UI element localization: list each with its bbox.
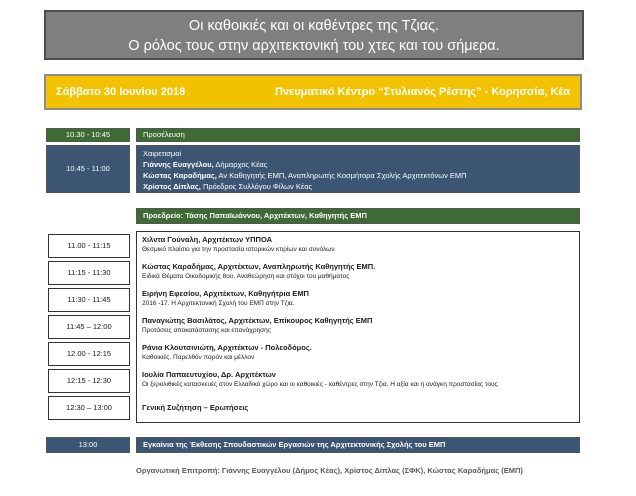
speaker-name: Ειρήνη Εφεσίου, Αρχιτέκτων, Καθηγήτρια ΕΜΠ — [142, 289, 309, 298]
event-venue: Πνευματικό Κέντρο “Στυλιανός Ρέστης” - Κορησσία, Κέα — [274, 86, 570, 98]
talk-topic: 2016 -17. Η Αρχιτεκτονική Σχολή του ΕΜΠ στην Τζια. — [142, 300, 295, 307]
welcome-time: 10.45 - 11:00 — [46, 145, 130, 193]
date-venue-bar — [44, 74, 582, 110]
speaker-name: Γιάννης Ευαγγέλου, — [143, 160, 214, 169]
welcome-speaker — [143, 170, 579, 181]
speaker-name: Χιλντα Γούναλη, Αρχιτέκτων ΥΠΠΟΑ — [142, 235, 272, 244]
speaker-name: Ιουλία Παπαευτυχίου, Δρ. Αρχιτέκτων — [142, 370, 276, 379]
session-time: 11:15 - 11:30 — [48, 261, 130, 285]
arrival-label: Προσέλευση — [136, 128, 580, 142]
session-time: 11:45 – 12:00 — [48, 315, 130, 339]
welcome-heading: Χαιρετισμοί — [143, 149, 182, 158]
list-item — [142, 394, 579, 421]
title-line-1: Οι καθοικιές και οι καθέντρες της Τζιας. — [188, 18, 440, 34]
speaker-name: Χρίστος Δίπλας, — [143, 182, 201, 191]
speaker-name: Κώστας Καραδήμας, — [143, 171, 217, 180]
talk-topic: Ειδικά Θέματα Οικοδομικής 8ου. Αναθεώρηση και στόχοι του μαθήματος — [142, 273, 350, 280]
talk-topic: Θεσμικό πλαίσιο για την προστασία ιστορικών κτιρίων και συνόλων — [142, 246, 335, 253]
list-item — [142, 232, 579, 259]
speaker-name: Γενική Συζήτηση – Ερωτήσεις — [142, 403, 249, 412]
session-chair: Προεδρείο: Τάσης Παπαϊωάννου, Αρχιτέκτων, Καθηγητής ΕΜΠ — [136, 208, 580, 224]
event-date: Σάββατο 30 Ιουνίου 2018 — [56, 86, 186, 98]
title-line-2: Ο ρόλος τους στην αρχιτεκτονική του χτες και του σήμερα. — [128, 38, 500, 54]
talk-topic: Οι ξερολιθικές κατασκευές στον Ελλαδικό χώρο και οι καθοικιές - καθέντρες στην Τζια. Η αξία και η ανάγκη προστασίας τους — [142, 381, 498, 388]
welcome-speaker — [143, 159, 579, 170]
exhibition-label: Εγκαίνια της Έκθεσης Σπουδαστικών Εργασιών της Αρχιτεκτονικής Σχολής του ΕΜΠ — [136, 437, 580, 453]
speaker-name: Ράνια Κλουτσινιώτη, Αρχιτέκτων - Πολεοδόμος. — [142, 343, 312, 352]
talk-topic: Καθοικιές. Παρελθόν παρόν και μέλλον — [142, 354, 255, 361]
list-item — [142, 340, 579, 367]
list-item — [142, 286, 579, 313]
session-time: 12:15 - 12:30 — [48, 369, 130, 393]
speaker-role: Δήμαρχος Κέας — [213, 160, 268, 169]
speaker-role: Αν Καθηγητής ΕΜΠ, Αναπληρωτής Κοσμήτορα Σχολής Αρχιτεκτόνων ΕΜΠ — [216, 171, 467, 180]
welcome-block — [136, 145, 580, 193]
speaker-role: Πρόεδρος Συλλόγου Φίλων Κέας — [200, 182, 313, 191]
welcome-speaker — [143, 181, 579, 192]
list-item — [142, 259, 579, 286]
talk-topic: Προτάσεις αποκατάστασης και επανάχρησης — [142, 327, 271, 334]
sessions-list — [136, 231, 580, 423]
session-time: 12:30 – 13:00 — [48, 396, 130, 420]
arrival-time: 10.30 - 10:45 — [46, 128, 130, 142]
session-time: 11:30 - 11:45 — [48, 288, 130, 312]
organizing-committee: Οργανωτική Επιτροπή: Γιάννης Ευαγγέλου (Δήμος Κέας), Χρίστος Δίπλας (ΣΦΚ), Κώστας Καραδήμας (ΕΜΠ) — [136, 466, 523, 475]
speaker-name: Κώστας Καραδήμας, Αρχιτέκτων, Αναπληρωτής Καθηγητής ΕΜΠ. — [142, 262, 376, 271]
speaker-name: Παναγιώτης Βασιλάτος, Αρχιτέκτων, Επίκουρος Καθηγητής ΕΜΠ — [142, 316, 373, 325]
session-time: 11.00 - 11:15 — [48, 234, 130, 258]
session-time: 12.00 - 12:15 — [48, 342, 130, 366]
list-item — [142, 313, 579, 340]
title-banner — [44, 10, 584, 60]
exhibition-time: 13:00 — [46, 437, 130, 453]
list-item — [142, 367, 579, 394]
